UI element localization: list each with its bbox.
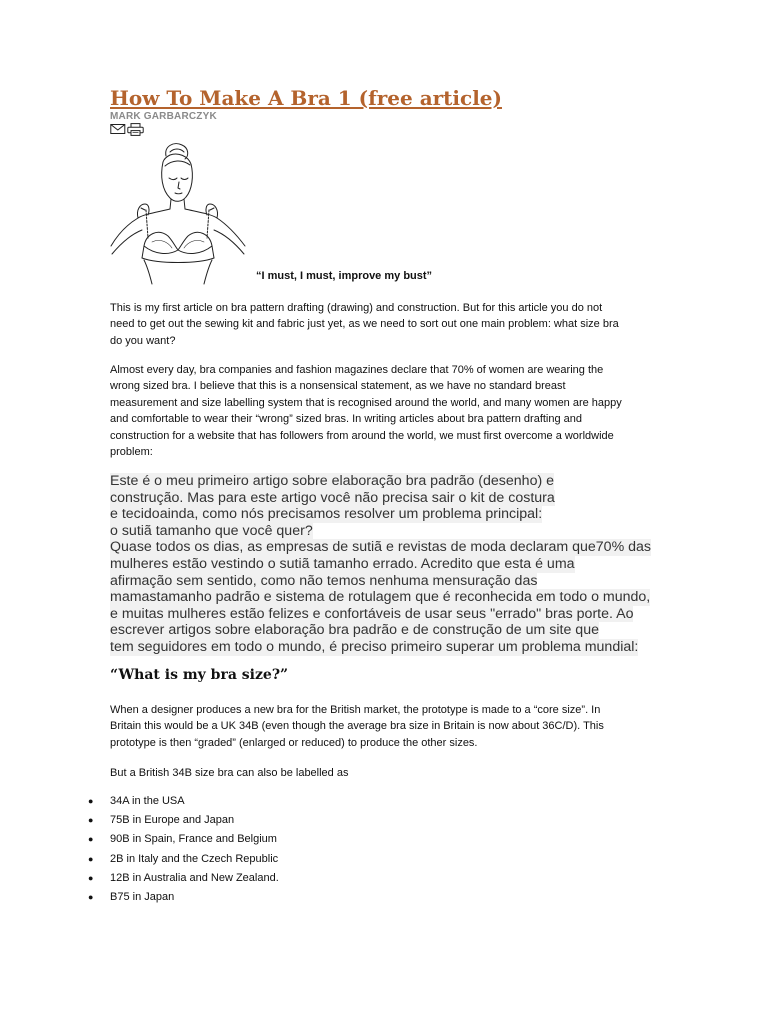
text-line: Almost every day, bra companies and fashion magazines declare that 70% of women are wearing the (110, 364, 604, 376)
translation-line: escrever artigos sobre elaboração bra padrão e de construção de um site que (110, 622, 599, 639)
bullet: ● (88, 891, 94, 902)
translation-line: afirmação sem sentido, como não temos nenhuma mensuração das (110, 572, 538, 589)
section-heading: “What is my bra size?” (110, 667, 289, 683)
text-line: When a designer produces a new bra for the British market, the prototype is made to a “core size”. In (110, 704, 601, 716)
translation-line: mulheres estão vestindo o sutiã tamanho errado. Acredito que esta é uma (110, 555, 575, 572)
text-line: do you want? (110, 334, 176, 347)
text-line: Britain this would be a UK 34B (even though the average bra size in Britain is now about 36C/D). This (110, 720, 604, 733)
translation-line: tem seguidores em todo o mundo, é preciso primeiro superar um problema mundial: (110, 638, 639, 655)
problem-paragraph (110, 362, 655, 460)
translation-line: e muitas mulheres estão felizes e confortáveis de usar seus "errado" bras porte. Ao (110, 605, 634, 622)
author-name: MARK GARBARCZYK (110, 111, 217, 122)
text-line: construction for a website that has followers from around the world, we must first overcome a worldwide (110, 429, 614, 442)
translation-line: mamastamanho padrão e sistema de rotulagem que é reconhecida em todo o mundo, (110, 589, 651, 606)
image-caption: “I must, I must, improve my bust” (256, 270, 433, 282)
text-line: prototype is then “graded” (enlarged or reduced) to produce the other sizes. (110, 736, 478, 749)
labelling-paragraph (110, 765, 655, 781)
text-line: and comfortable to wear their “wrong” sized bras. In writing articles about bra pattern drafting and (110, 413, 583, 426)
intro-paragraph (110, 300, 655, 349)
portuguese-translation (110, 473, 651, 656)
text-line: This is my first article on bra pattern drafting (drawing) and construction. But for this article you do not (110, 302, 603, 314)
bullet: ● (88, 853, 94, 864)
translation-line: o sutiã tamanho que você quer? (110, 522, 313, 539)
text-line: measurement and size labelling system that is recognised around the world, and many women are happy (110, 396, 622, 409)
text-line: wrong sized bra. I believe that this is a nonsensical statement, as we have no standard breast (110, 380, 566, 393)
bra-illustration (108, 142, 250, 292)
text-line: But a British 34B size bra can also be labelled as (110, 767, 349, 779)
bullet: ● (88, 834, 94, 845)
bullet: ● (88, 796, 94, 806)
text-line: need to get out the sewing kit and fabric just yet, as we need to sort out one main problem: what size bra (110, 318, 619, 331)
translation-line: Quase todos os dias, as empresas de sutiã e revistas de moda declaram que70% das (110, 539, 652, 556)
print-icon[interactable] (127, 123, 144, 136)
bullet: ● (88, 872, 94, 883)
translation-line: construção. Mas para este artigo você não precisa sair o kit de costura (110, 489, 555, 506)
translation-line: Este é o meu primeiro artigo sobre elaboração bra padrão (desenho) e (110, 473, 555, 489)
text-line: problem: (110, 446, 153, 459)
email-icon[interactable] (110, 123, 126, 136)
bullet: ● (88, 815, 94, 826)
translation-line: e tecidoainda, como nós precisamos resolver um problema principal: (110, 506, 543, 523)
share-icons (110, 123, 144, 136)
article-title[interactable]: How To Make A Bra 1 (free article) (110, 86, 502, 110)
sizing-paragraph (110, 702, 655, 751)
